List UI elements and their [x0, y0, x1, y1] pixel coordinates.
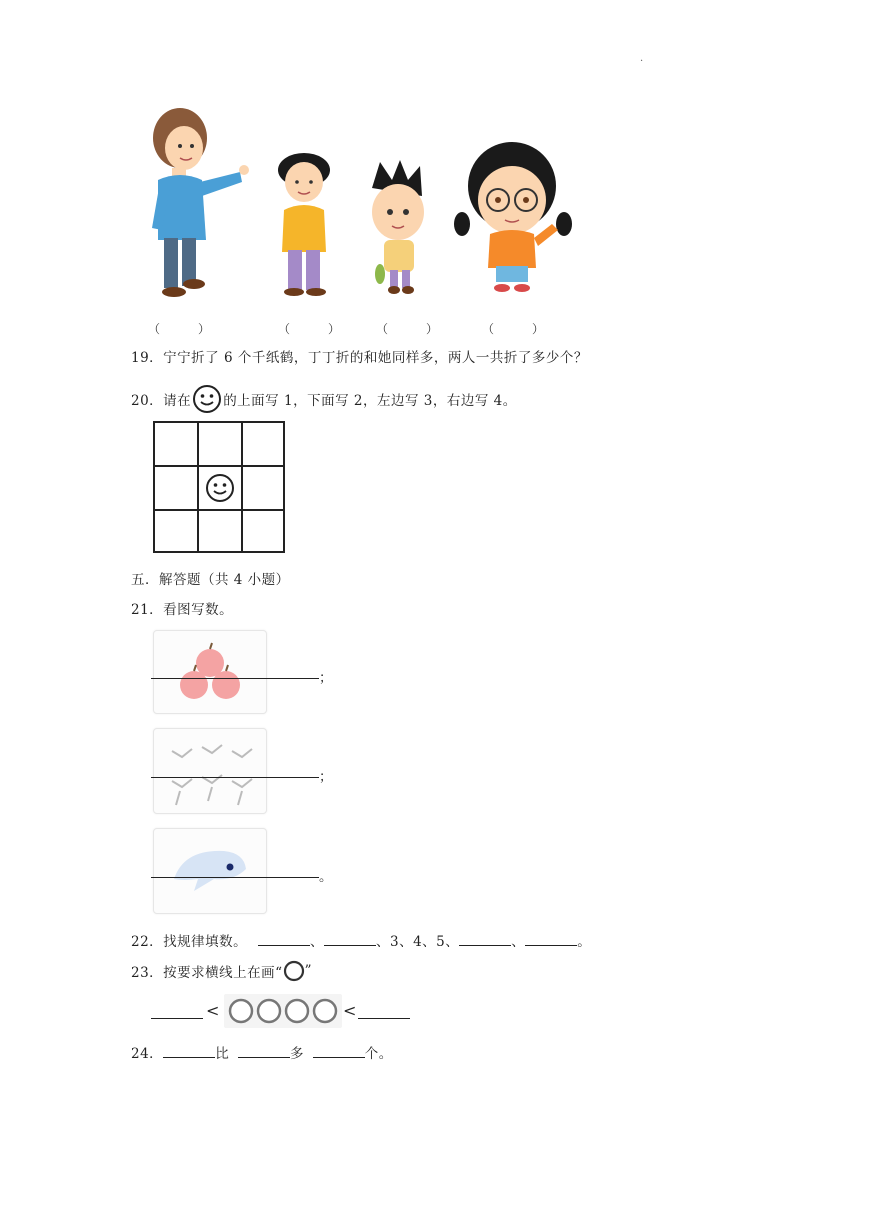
q23-suffix: ”	[304, 963, 312, 979]
q20-suffix: 的上面写 1，下面写 2，左边写 3，右边写 4。	[223, 393, 517, 409]
end-mark: ；	[319, 670, 333, 686]
answer-blank[interactable]	[258, 933, 310, 946]
answer-line[interactable]	[151, 678, 319, 679]
question-20	[131, 384, 517, 414]
bird-picture	[153, 728, 267, 814]
q24-label: 24．	[131, 1046, 164, 1062]
answer-line[interactable]	[358, 1018, 410, 1019]
q20-prefix: 20．请在	[131, 393, 192, 409]
answer-line[interactable]	[151, 777, 319, 778]
question-22	[131, 930, 591, 950]
answer-bracket: （ ）	[148, 322, 211, 336]
boy-yellow-figure	[278, 153, 330, 296]
q22-sep: 、	[309, 934, 324, 950]
adult-figure	[152, 108, 249, 297]
answer-blank[interactable]	[313, 1045, 365, 1058]
answer-blank[interactable]	[525, 933, 577, 946]
q24-ge: 个。	[364, 1046, 393, 1062]
answer-line[interactable]	[151, 877, 319, 878]
q24-duo: 多	[289, 1046, 304, 1062]
end-mark: 。	[319, 869, 333, 885]
circle-icon	[283, 960, 305, 982]
answer-bracket: （ ）	[376, 322, 439, 336]
circle-row	[224, 994, 342, 1028]
q23-prefix: 23．按要求横线上在画“	[131, 965, 283, 981]
less-than-sign: <	[206, 1001, 220, 1020]
answer-blank[interactable]	[163, 1045, 215, 1058]
question-19: 19．宁宁折了 6 个千纸鹤，丁丁折的和她同样多，两人一共折了多少个？	[131, 350, 588, 366]
answer-bracket: （ ）	[278, 322, 341, 336]
apple-picture	[153, 630, 267, 714]
circle-icons	[224, 994, 342, 1028]
header-dot: ·	[640, 56, 644, 67]
q22-prefix: 22．找规律填数。	[131, 934, 248, 950]
apple-icon	[154, 631, 266, 713]
question-24	[131, 1042, 393, 1062]
less-than-sign: <	[343, 1001, 357, 1020]
q22-middle: 、3、4、5、	[375, 934, 460, 950]
smiley-icon	[205, 473, 235, 503]
dolphin-icon	[154, 829, 266, 913]
position-grid	[153, 421, 285, 553]
end-mark: ；	[319, 769, 333, 785]
people-illustration	[140, 100, 580, 315]
q22-end: 。	[577, 934, 592, 950]
answer-blank[interactable]	[238, 1045, 290, 1058]
question-23	[131, 960, 312, 982]
answer-blank[interactable]	[324, 933, 376, 946]
section-title: 五．解答题（共 4 小题）	[131, 572, 290, 588]
question-21: 21．看图写数。	[131, 602, 234, 618]
girl-glasses-figure	[454, 142, 572, 292]
q22-sep: 、	[511, 934, 526, 950]
q24-bi: 比	[215, 1046, 230, 1062]
answer-bracket: （ ）	[482, 322, 545, 336]
bird-icon	[154, 729, 266, 813]
answer-blank[interactable]	[459, 933, 511, 946]
smiley-icon	[192, 384, 222, 414]
small-boy-figure	[372, 160, 424, 294]
answer-line[interactable]	[151, 1018, 203, 1019]
dolphin-picture	[153, 828, 267, 914]
